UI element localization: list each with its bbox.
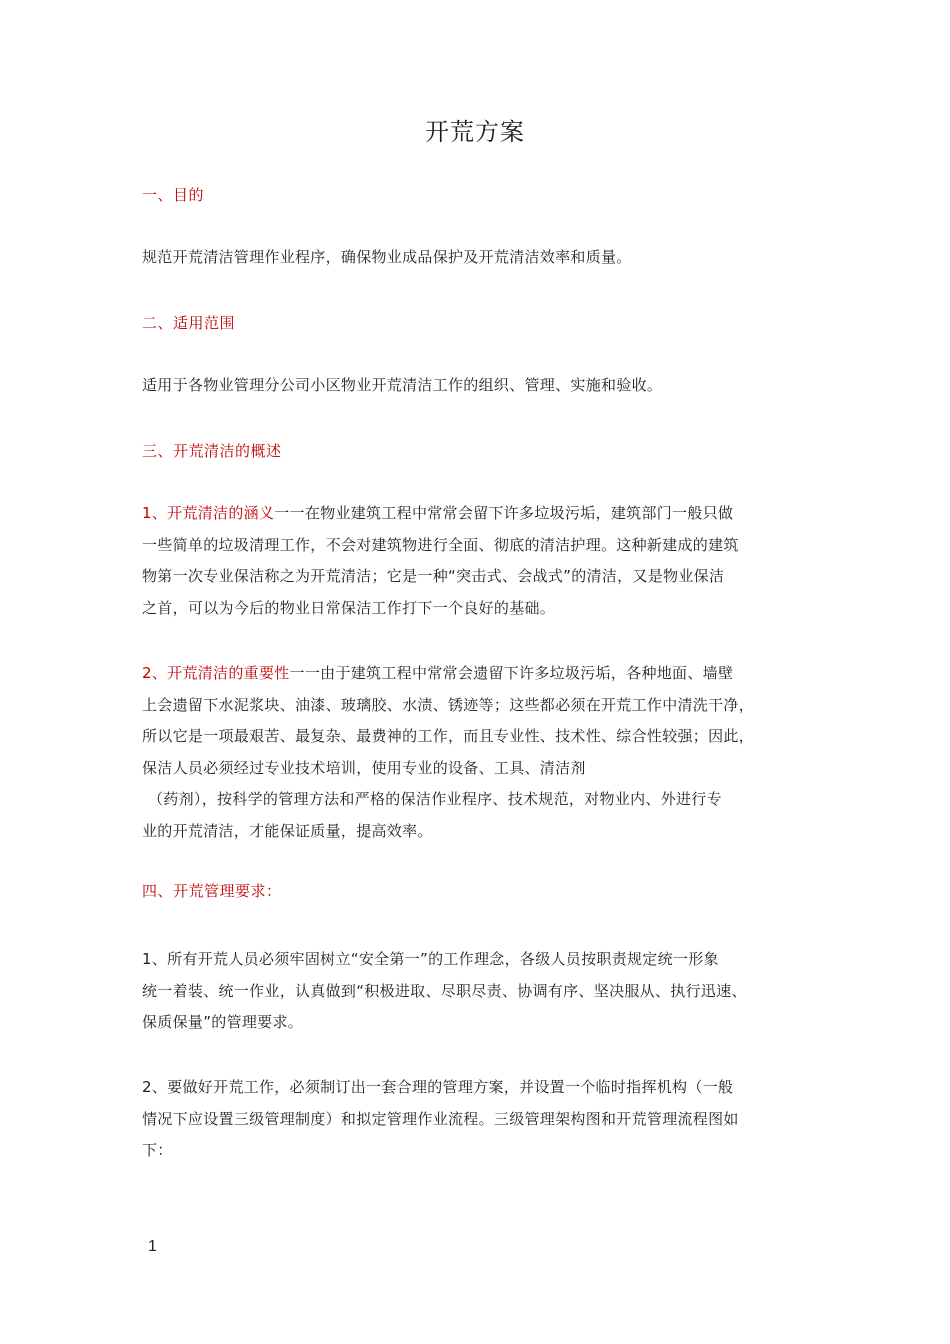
section-body-scope [142,370,822,402]
paragraph-line [142,658,822,690]
paragraph-line: 保洁人员必须经过专业技术培训，使用专业的设备、工具、清洁剂 [142,758,586,777]
inline-text: 一一由于建筑工程中常常会遗留下许多垃圾污垢，各种地面、墙壁 [289,664,734,682]
paragraph-importance [142,658,822,848]
paragraph-meaning [142,498,822,624]
inline-text: 一一在物业建筑工程中常常会留下许多垃圾污垢，建筑部门一般只做 [274,504,734,522]
inline-red-lead: 2、开荒清洁的重要性 [142,664,290,682]
paragraph-line: 规范开荒清洁管理作业程序，确保物业成品保护及开荒清洁效率和质量。 [142,248,632,266]
section-heading-purpose: 一、目的 [142,186,205,204]
section-body-purpose [142,242,822,274]
paragraph-line: 情况下应设置三级管理制度）和拟定管理作业流程。三级管理架构图和开荒管理流程图如 [142,1109,739,1128]
inline-red-lead: 1、开荒清洁的涵义 [142,504,275,522]
document-title: 开荒方案 [425,118,525,146]
section-heading-requirements: 四、开荒管理要求： [142,882,282,900]
paragraph-line: 之首，可以为今后的物业日常保洁工作打下一个良好的基础。 [142,598,556,617]
paragraph-requirement-1 [142,944,822,1039]
paragraph-line: 物第一次专业保洁称之为开荒清洁；它是一种“突击式、会战式”的清洁，又是物业保洁 [142,567,725,586]
paragraph-line: 适用于各物业管理分公司小区物业开荒清洁工作的组织、管理、实施和验收。 [142,376,663,394]
paragraph-line [142,498,822,530]
paragraph-line: 所以它是一项最艰苦、最复杂、最费神的工作，而且专业性、技术性、综合性较强；因此， [142,727,755,746]
paragraph-line: （药剂），按科学的管理方法和严格的保洁作业程序、技术规范，对物业内、外进行专 [148,790,722,809]
paragraph-line: 2、要做好开荒工作，必须制订出一套合理的管理方案，并设置一个临时指挥机构（一般 [142,1078,734,1096]
paragraph-line: 业的开荒清洁，才能保证质量，提高效率。 [142,821,433,840]
paragraph-line: 保质保量”的管理要求。 [142,1013,304,1032]
section-heading-overview: 三、开荒清洁的概述 [142,442,282,460]
page-number: 1 [148,1238,157,1255]
paragraph-requirement-2 [142,1072,822,1167]
paragraph-line: 统一着装、统一作业，认真做到“积极进取、尽职尽责、协调有序、坚决服从、执行迅速、 [142,981,747,1000]
paragraph-line: 下： [142,1141,173,1160]
section-heading-scope: 二、适用范围 [142,314,236,332]
paragraph-line: 1、所有开荒人员必须牢固树立“安全第一”的工作理念，各级人员按职责规定统一形象 [142,950,719,968]
paragraph-line: 一些简单的垃圾清理工作，不会对建筑物进行全面、彻底的清洁护理。这种新建成的建筑 [142,535,739,554]
paragraph-line: 上会遗留下水泥浆块、油漆、玻璃胶、水渍、锈迹等；这些都必须在开荒工作中清洗干净， [142,695,755,714]
